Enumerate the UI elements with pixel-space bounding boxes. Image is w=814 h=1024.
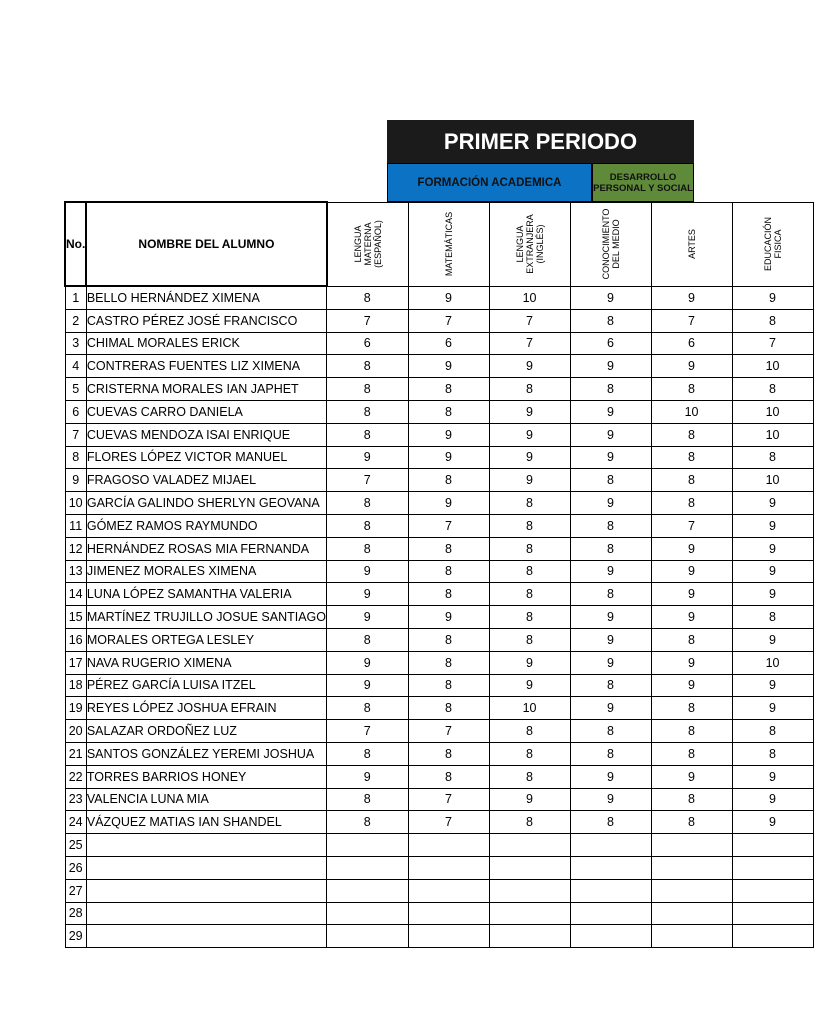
grade-cell[interactable]: 8 [327, 355, 409, 378]
grade-cell[interactable]: 9 [570, 492, 651, 515]
grade-cell[interactable]: 9 [732, 788, 813, 811]
grade-cell[interactable]: 9 [732, 583, 813, 606]
column-header-no: No. [65, 202, 86, 286]
grade-cell[interactable]: 9 [732, 286, 813, 309]
grade-cell[interactable]: 9 [732, 765, 813, 788]
grade-cell[interactable]: 8 [327, 628, 409, 651]
table-row [65, 879, 813, 902]
table-row [65, 355, 813, 378]
row-number: 27 [65, 879, 86, 902]
row-number: 11 [65, 514, 86, 537]
grade-cell[interactable]: 9 [327, 583, 409, 606]
grade-cell[interactable]: 9 [651, 674, 732, 697]
table-row [65, 332, 813, 355]
row-number: 3 [65, 332, 86, 355]
row-number: 10 [65, 492, 86, 515]
grade-cell[interactable]: 8 [732, 309, 813, 332]
row-number: 17 [65, 651, 86, 674]
student-rows [65, 286, 813, 948]
grade-cell[interactable]: 8 [732, 606, 813, 629]
table-row [65, 674, 813, 697]
grade-cell[interactable]: 9 [408, 355, 489, 378]
table-row [65, 606, 813, 629]
grade-cell[interactable]: 8 [408, 583, 489, 606]
grade-cell[interactable] [327, 879, 409, 902]
table-row [65, 651, 813, 674]
grade-cell[interactable]: 8 [570, 674, 651, 697]
grade-cell[interactable]: 10 [489, 697, 570, 720]
grade-cell[interactable]: 8 [489, 560, 570, 583]
grade-cell[interactable]: 8 [570, 309, 651, 332]
grade-cell[interactable]: 9 [489, 400, 570, 423]
row-number: 4 [65, 355, 86, 378]
student-name[interactable]: GARCÍA GALINDO SHERLYN GEOVANA [86, 492, 326, 515]
grade-cell[interactable]: 7 [327, 720, 409, 743]
grade-cell[interactable]: 10 [489, 286, 570, 309]
column-header-conocimiento-medio [570, 202, 651, 286]
table-header-row [65, 202, 813, 286]
period-title: PRIMER PERIODO [387, 120, 694, 163]
grade-cell[interactable]: 8 [408, 651, 489, 674]
grade-cell[interactable]: 8 [327, 492, 409, 515]
table-row [65, 286, 813, 309]
grade-cell[interactable] [570, 856, 651, 879]
grade-cell[interactable]: 7 [408, 811, 489, 834]
row-number: 6 [65, 400, 86, 423]
row-number: 8 [65, 446, 86, 469]
grade-cell[interactable]: 8 [489, 720, 570, 743]
grade-cell[interactable]: 8 [570, 514, 651, 537]
grade-cell[interactable] [651, 925, 732, 948]
grade-cell[interactable] [408, 902, 489, 925]
row-number: 1 [65, 286, 86, 309]
grade-cell[interactable]: 10 [732, 469, 813, 492]
grade-cell[interactable] [570, 902, 651, 925]
student-name[interactable]: BELLO HERNÁNDEZ XIMENA [86, 286, 326, 309]
student-name[interactable]: MARTÍNEZ TRUJILLO JOSUE SANTIAGO [86, 606, 326, 629]
student-name[interactable]: CONTRERAS FUENTES LIZ XIMENA [86, 355, 326, 378]
table-row [65, 811, 813, 834]
row-number: 29 [65, 925, 86, 948]
row-number: 19 [65, 697, 86, 720]
grade-cell[interactable]: 8 [489, 606, 570, 629]
grade-cell[interactable]: 9 [327, 606, 409, 629]
grade-cell[interactable]: 8 [327, 286, 409, 309]
column-header-lengua-extranjera [489, 202, 570, 286]
grade-cell[interactable]: 8 [408, 400, 489, 423]
table-row [65, 537, 813, 560]
student-name[interactable]: VÁZQUEZ MATIAS IAN SHANDEL [86, 811, 326, 834]
grade-cell[interactable]: 8 [570, 720, 651, 743]
row-number: 14 [65, 583, 86, 606]
grade-cell[interactable]: 6 [408, 332, 489, 355]
student-name[interactable]: SANTOS GONZÁLEZ YEREMI JOSHUA [86, 742, 326, 765]
grade-cell[interactable] [651, 834, 732, 857]
grade-cell[interactable]: 9 [408, 423, 489, 446]
table-row [65, 309, 813, 332]
grade-cell[interactable]: 9 [651, 606, 732, 629]
student-name[interactable]: PÉREZ GARCÍA LUISA ITZEL [86, 674, 326, 697]
grade-cell[interactable]: 10 [651, 400, 732, 423]
grade-cell[interactable]: 9 [651, 765, 732, 788]
grade-cell[interactable]: 8 [408, 469, 489, 492]
grade-cell[interactable] [327, 925, 409, 948]
row-number: 12 [65, 537, 86, 560]
grade-cell[interactable]: 9 [327, 674, 409, 697]
grade-cell[interactable]: 10 [732, 400, 813, 423]
grade-cell[interactable]: 8 [570, 811, 651, 834]
table-row [65, 469, 813, 492]
grade-cell[interactable]: 7 [408, 720, 489, 743]
student-name[interactable]: TORRES BARRIOS HONEY [86, 765, 326, 788]
grade-cell[interactable]: 9 [732, 492, 813, 515]
grade-cell[interactable]: 7 [651, 514, 732, 537]
grade-cell[interactable]: 8 [327, 514, 409, 537]
table-row [65, 423, 813, 446]
grade-cell[interactable]: 9 [570, 355, 651, 378]
grade-cell[interactable]: 8 [408, 560, 489, 583]
grade-cell[interactable]: 8 [489, 583, 570, 606]
grade-cell[interactable] [651, 856, 732, 879]
table-row [65, 925, 813, 948]
grade-cell[interactable] [408, 834, 489, 857]
column-header-label: ARTES [686, 229, 697, 259]
grade-cell[interactable]: 8 [327, 811, 409, 834]
grade-cell[interactable]: 9 [570, 651, 651, 674]
grade-cell[interactable]: 9 [327, 446, 409, 469]
grade-cell[interactable]: 9 [327, 560, 409, 583]
table-row [65, 834, 813, 857]
grade-cell[interactable]: 8 [570, 378, 651, 401]
student-name[interactable]: HERNÁNDEZ ROSAS MIA FERNANDA [86, 537, 326, 560]
grade-cell[interactable]: 8 [327, 697, 409, 720]
grade-cell[interactable]: 8 [651, 378, 732, 401]
grade-cell[interactable] [732, 902, 813, 925]
column-header-label: CONOCIMIENTO DEL MEDIO [600, 208, 621, 280]
grade-cell[interactable]: 9 [732, 560, 813, 583]
table-row [65, 697, 813, 720]
grade-cell[interactable]: 8 [489, 514, 570, 537]
grade-cell[interactable]: 8 [651, 697, 732, 720]
grade-cell[interactable]: 7 [327, 309, 409, 332]
row-number: 5 [65, 378, 86, 401]
table-row [65, 856, 813, 879]
row-number: 25 [65, 834, 86, 857]
grade-cell[interactable]: 9 [732, 811, 813, 834]
grade-cell[interactable]: 7 [327, 469, 409, 492]
grade-cell[interactable]: 9 [408, 606, 489, 629]
grade-cell[interactable]: 8 [327, 537, 409, 560]
grade-cell[interactable]: 8 [732, 742, 813, 765]
grade-cell[interactable]: 8 [327, 788, 409, 811]
grade-cell[interactable]: 10 [732, 651, 813, 674]
table-row [65, 446, 813, 469]
table-row [65, 492, 813, 515]
table-row [65, 514, 813, 537]
grade-cell[interactable]: 9 [732, 537, 813, 560]
grade-cell[interactable]: 9 [489, 651, 570, 674]
student-name[interactable]: CASTRO PÉREZ JOSÉ FRANCISCO [86, 309, 326, 332]
column-header-artes [651, 202, 732, 286]
grade-cell[interactable]: 8 [408, 537, 489, 560]
table-row [65, 788, 813, 811]
grade-cell[interactable]: 9 [570, 560, 651, 583]
grade-cell[interactable]: 8 [408, 674, 489, 697]
grade-cell[interactable]: 8 [327, 400, 409, 423]
student-name[interactable] [86, 856, 326, 879]
grade-cell[interactable]: 9 [570, 697, 651, 720]
grade-cell[interactable]: 9 [570, 788, 651, 811]
row-number: 18 [65, 674, 86, 697]
grade-cell[interactable]: 9 [651, 537, 732, 560]
grade-cell[interactable]: 8 [570, 742, 651, 765]
student-name[interactable] [86, 834, 326, 857]
grade-cell[interactable]: 8 [651, 469, 732, 492]
grade-cell[interactable]: 8 [651, 423, 732, 446]
column-header-lengua-materna [327, 202, 409, 286]
student-name[interactable]: NAVA RUGERIO XIMENA [86, 651, 326, 674]
grade-cell[interactable]: 9 [489, 355, 570, 378]
grade-cell[interactable]: 8 [651, 811, 732, 834]
grade-cell[interactable]: 9 [327, 651, 409, 674]
grade-cell[interactable]: 9 [408, 286, 489, 309]
grade-cell[interactable]: 9 [489, 446, 570, 469]
grade-cell[interactable]: 8 [489, 811, 570, 834]
table-row [65, 742, 813, 765]
grade-cell[interactable]: 9 [651, 560, 732, 583]
grade-cell[interactable] [489, 834, 570, 857]
student-name[interactable]: REYES LÓPEZ JOSHUA EFRAIN [86, 697, 326, 720]
student-name[interactable] [86, 879, 326, 902]
grade-cell[interactable]: 9 [570, 423, 651, 446]
student-name[interactable]: CUEVAS CARRO DANIELA [86, 400, 326, 423]
student-name[interactable] [86, 902, 326, 925]
grade-cell[interactable]: 7 [732, 332, 813, 355]
column-header-label: MATEMÁTICAS [443, 211, 454, 277]
student-name[interactable]: GÓMEZ RAMOS RAYMUNDO [86, 514, 326, 537]
grade-cell[interactable]: 8 [570, 583, 651, 606]
row-number: 15 [65, 606, 86, 629]
grade-cell[interactable]: 9 [327, 765, 409, 788]
grade-cell[interactable]: 7 [408, 514, 489, 537]
grade-cell[interactable] [489, 879, 570, 902]
grade-cell[interactable]: 9 [489, 674, 570, 697]
grade-cell[interactable]: 8 [408, 628, 489, 651]
table-row [65, 400, 813, 423]
grade-cell[interactable]: 9 [570, 628, 651, 651]
grade-cell[interactable]: 10 [732, 423, 813, 446]
row-number: 24 [65, 811, 86, 834]
student-name[interactable]: LUNA LÓPEZ SAMANTHA VALERIA [86, 583, 326, 606]
grade-cell[interactable]: 8 [651, 446, 732, 469]
grade-cell[interactable]: 8 [489, 492, 570, 515]
grade-cell[interactable]: 9 [408, 446, 489, 469]
row-number: 2 [65, 309, 86, 332]
grade-cell[interactable] [732, 856, 813, 879]
table-row [65, 628, 813, 651]
column-header-educacion-fisica [732, 202, 813, 286]
student-name[interactable] [86, 925, 326, 948]
grade-cell[interactable]: 8 [732, 720, 813, 743]
grade-cell[interactable]: 7 [489, 332, 570, 355]
grade-cell[interactable]: 9 [570, 765, 651, 788]
grade-cell[interactable]: 8 [408, 378, 489, 401]
table-row [65, 583, 813, 606]
student-name[interactable]: CUEVAS MENDOZA ISAI ENRIQUE [86, 423, 326, 446]
grade-cell[interactable] [327, 856, 409, 879]
student-name[interactable]: SALAZAR ORDOÑEZ LUZ [86, 720, 326, 743]
grade-cell[interactable]: 7 [408, 309, 489, 332]
grade-cell[interactable]: 9 [570, 606, 651, 629]
grade-cell[interactable]: 6 [651, 332, 732, 355]
grade-cell[interactable]: 8 [489, 742, 570, 765]
grade-cell[interactable]: 9 [408, 492, 489, 515]
grade-cell[interactable]: 8 [570, 469, 651, 492]
grade-cell[interactable]: 9 [651, 583, 732, 606]
grade-cell[interactable]: 7 [489, 309, 570, 332]
group-header-formacion-academica: FORMACIÓN ACADEMICA [387, 163, 592, 202]
grade-cell[interactable]: 8 [489, 378, 570, 401]
row-number: 7 [65, 423, 86, 446]
column-header-matematicas [408, 202, 489, 286]
student-name[interactable]: FRAGOSO VALADEZ MIJAEL [86, 469, 326, 492]
grade-cell[interactable] [570, 834, 651, 857]
row-number: 21 [65, 742, 86, 765]
grade-cell[interactable]: 8 [408, 697, 489, 720]
grade-cell[interactable] [408, 879, 489, 902]
grade-cell[interactable]: 9 [732, 697, 813, 720]
group-header-desarrollo-personal: DESARROLLO PERSONAL Y SOCIAL [592, 163, 694, 202]
grade-cell[interactable]: 9 [570, 286, 651, 309]
student-name[interactable]: JIMENEZ MORALES XIMENA [86, 560, 326, 583]
grade-cell[interactable]: 8 [732, 446, 813, 469]
grade-cell[interactable] [327, 902, 409, 925]
grade-cell[interactable]: 7 [651, 309, 732, 332]
grade-cell[interactable]: 8 [327, 742, 409, 765]
grade-cell[interactable]: 8 [570, 537, 651, 560]
student-name[interactable]: CRISTERNA MORALES IAN JAPHET [86, 378, 326, 401]
grade-cell[interactable]: 9 [651, 651, 732, 674]
grade-cell[interactable]: 8 [651, 492, 732, 515]
grade-cell[interactable]: 9 [489, 469, 570, 492]
student-name[interactable]: MORALES ORTEGA LESLEY [86, 628, 326, 651]
grade-cell[interactable] [651, 902, 732, 925]
grade-cell[interactable] [570, 879, 651, 902]
grade-cell[interactable]: 7 [408, 788, 489, 811]
grade-cell[interactable]: 9 [489, 788, 570, 811]
grade-cell[interactable] [732, 925, 813, 948]
grade-cell[interactable] [732, 834, 813, 857]
grade-cell[interactable]: 9 [489, 423, 570, 446]
row-number: 16 [65, 628, 86, 651]
row-number: 23 [65, 788, 86, 811]
grade-cell[interactable]: 9 [732, 674, 813, 697]
column-header-label: LENGUA MATERNA (ESPAÑOL) [352, 220, 383, 268]
grade-cell[interactable] [570, 925, 651, 948]
grade-cell[interactable]: 8 [651, 628, 732, 651]
grade-cell[interactable]: 8 [651, 788, 732, 811]
grade-cell[interactable]: 9 [651, 286, 732, 309]
column-header-label: LENGUA EXTRANJERA (INGLÉS) [514, 214, 545, 274]
student-name[interactable]: FLORES LÓPEZ VICTOR MANUEL [86, 446, 326, 469]
grade-cell[interactable]: 8 [327, 423, 409, 446]
grade-cell[interactable]: 6 [570, 332, 651, 355]
column-header-label: EDUCACIÓN FISICA [762, 217, 783, 272]
table-row [65, 560, 813, 583]
grade-cell[interactable] [489, 902, 570, 925]
grade-cell[interactable]: 9 [732, 628, 813, 651]
grade-cell[interactable] [489, 856, 570, 879]
grade-cell[interactable]: 8 [327, 378, 409, 401]
grade-cell[interactable]: 8 [489, 628, 570, 651]
table-row [65, 720, 813, 743]
grade-cell[interactable]: 8 [651, 742, 732, 765]
column-header-name: NOMBRE DEL ALUMNO [86, 202, 326, 286]
grade-cell[interactable] [408, 925, 489, 948]
grade-cell[interactable]: 8 [732, 378, 813, 401]
student-name[interactable]: CHIMAL MORALES ERICK [86, 332, 326, 355]
grade-cell[interactable]: 8 [408, 742, 489, 765]
row-number: 13 [65, 560, 86, 583]
grade-cell[interactable]: 6 [327, 332, 409, 355]
row-number: 28 [65, 902, 86, 925]
student-name[interactable]: VALENCIA LUNA MIA [86, 788, 326, 811]
table-row [65, 378, 813, 401]
grade-cell[interactable]: 9 [570, 400, 651, 423]
row-number: 22 [65, 765, 86, 788]
grade-cell[interactable]: 8 [408, 765, 489, 788]
grade-cell[interactable]: 9 [651, 355, 732, 378]
grade-cell[interactable] [489, 925, 570, 948]
grade-cell[interactable] [651, 879, 732, 902]
row-number: 9 [65, 469, 86, 492]
row-number: 20 [65, 720, 86, 743]
grades-table [64, 201, 814, 948]
grade-cell[interactable]: 9 [732, 514, 813, 537]
grade-cell[interactable]: 8 [651, 720, 732, 743]
grade-cell[interactable]: 8 [489, 765, 570, 788]
grade-cell[interactable] [732, 879, 813, 902]
grade-cell[interactable] [408, 856, 489, 879]
grade-cell[interactable] [327, 834, 409, 857]
grade-cell[interactable]: 10 [732, 355, 813, 378]
table-row [65, 765, 813, 788]
grade-cell[interactable]: 8 [489, 537, 570, 560]
grade-cell[interactable]: 9 [570, 446, 651, 469]
row-number: 26 [65, 856, 86, 879]
table-row [65, 902, 813, 925]
